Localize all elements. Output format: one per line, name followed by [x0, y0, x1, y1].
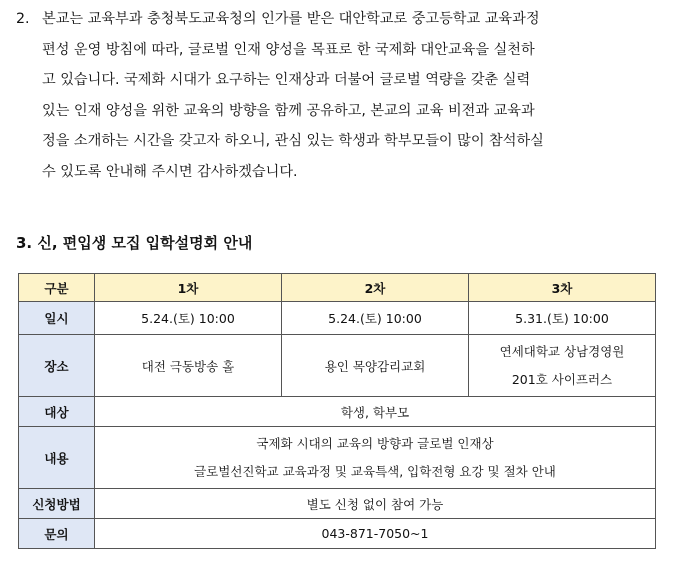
- header-round-3: 3차: [469, 274, 656, 302]
- row-label-apply: 신청방법: [19, 489, 95, 519]
- row-label-date: 일시: [19, 302, 95, 335]
- table-row-target: [19, 397, 656, 427]
- section-title: 3. 신, 편입생 모집 입학설명회 안내: [16, 234, 253, 252]
- contact-value: 043-871-7050~1: [95, 519, 656, 549]
- date-round-2: 5.24.(토) 10:00: [282, 302, 469, 335]
- header-round-2: 2차: [282, 274, 469, 302]
- paragraph-line-4: 있는 인재 양성을 위한 교육의 방향을 함께 공유하고, 본교의 교육 비전과 교육과: [42, 102, 535, 119]
- content-line-1: 국제화 시대의 교육의 방향과 글로벌 인재상: [256, 435, 494, 451]
- table-row-place: [19, 335, 656, 397]
- paragraph-line-6: 수 있도록 안내해 주시면 감사하겠습니다.: [42, 163, 298, 180]
- table-row-apply: [19, 489, 656, 519]
- place-round-3: [469, 335, 656, 397]
- apply-value: 별도 신청 없이 참여 가능: [95, 489, 656, 519]
- table-row-content: [19, 427, 656, 489]
- row-label-target: 대상: [19, 397, 95, 427]
- place-round-3-line-1: 연세대학교 상남경영원: [499, 343, 625, 359]
- table-row-contact: [19, 519, 656, 549]
- date-round-1: 5.24.(토) 10:00: [95, 302, 282, 335]
- paragraph-line-3: 고 있습니다. 국제화 시대가 요구하는 인재상과 더불어 글로벌 역량을 갖춘 실력: [42, 72, 531, 88]
- place-round-2: 용인 목양감리교회: [282, 335, 469, 397]
- header-round-1: 1차: [95, 274, 282, 302]
- row-label-place: 장소: [19, 335, 95, 397]
- date-round-3: 5.31.(토) 10:00: [469, 302, 656, 335]
- intro-paragraph: [16, 4, 666, 187]
- paragraph-number: 2.: [16, 11, 30, 27]
- paragraph-line-1: [16, 4, 666, 35]
- target-value: 학생, 학부모: [95, 397, 656, 427]
- paragraph-text-1: 본교는 교육부과 충청북도교육청의 인가를 받은 대안학교로 중고등학교 교육과정: [42, 11, 540, 27]
- table-row-date: [19, 302, 656, 335]
- content-value: [95, 427, 656, 489]
- paragraph-line-5: 정을 소개하는 시간을 갖고자 하오니, 관심 있는 학생과 학부모들이 많이 참석하실: [42, 133, 544, 149]
- table-header-row: [19, 274, 656, 302]
- place-round-1: 대전 극동방송 홀: [95, 335, 282, 397]
- info-session-table: [18, 273, 656, 549]
- paragraph-line-2: 편성 운영 방침에 따라, 글로벌 인재 양성을 목표로 한 국제화 대안교육을 실천하: [42, 41, 535, 58]
- place-round-3-line-2: 201호 사이프러스: [511, 371, 613, 387]
- header-label: 구분: [19, 274, 95, 302]
- content-line-2: 글로벌선진학교 교육과정 및 교육특색, 입학전형 요강 및 절차 안내: [194, 463, 556, 479]
- row-label-content: 내용: [19, 427, 95, 489]
- row-label-contact: 문의: [19, 519, 95, 549]
